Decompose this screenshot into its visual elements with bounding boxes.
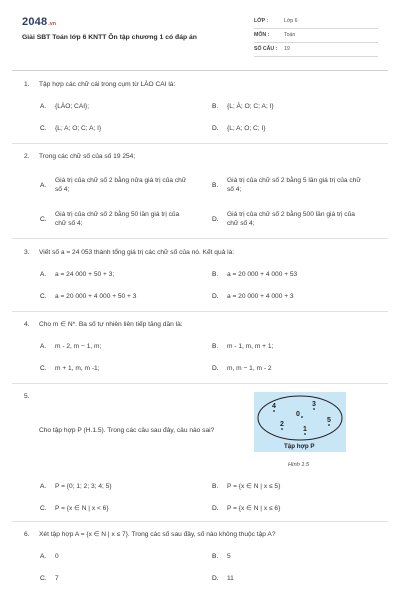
site-logo[interactable]: 2048.vn [22, 16, 57, 28]
info-value: Toán [284, 32, 296, 38]
set-p-diagram [254, 392, 346, 452]
element-dot [313, 408, 315, 410]
header-divider [12, 70, 388, 71]
info-class-row [254, 16, 378, 29]
element-dot [281, 428, 283, 430]
question-divider [12, 521, 388, 522]
question-text: 3. Viết số a = 24 053 thành tổng giá trị các chữ số của nó. Kết quả là: [24, 249, 235, 256]
element-dot [273, 410, 275, 412]
question-divider [12, 143, 388, 144]
info-value: Lớp 6 [284, 18, 298, 24]
document-title: Giải SBT Toán lớp 6 KNTT Ôn tập chương 1 có đáp án [22, 34, 197, 41]
question-text: 2. Trong các chữ số của số 19 254; [24, 153, 136, 160]
set-element: 4 [272, 403, 276, 410]
element-dot [304, 433, 306, 435]
info-key: MÔN : [254, 32, 270, 38]
set-element: 3 [312, 401, 316, 408]
question-divider [12, 311, 388, 312]
question-divider [12, 238, 388, 239]
info-subject-row [254, 30, 378, 43]
info-count-row [254, 44, 378, 57]
question-text: 4. Cho m ∈ N*. Ba số tự nhiên liên tiếp tăng dần là: [24, 321, 183, 328]
figure-caption: Hình 1.5 [288, 462, 310, 468]
question-text: Cho tập hợp P (H.1.5). Trong các câu sau đây, câu nào sai? [39, 427, 215, 434]
question-divider [12, 383, 388, 384]
set-element: 2 [280, 421, 284, 428]
element-dot [328, 424, 330, 426]
set-element: 1 [303, 426, 307, 433]
set-p-figure [254, 392, 346, 452]
info-key: SỐ CÂU : [254, 46, 278, 52]
info-value: 19 [284, 46, 290, 52]
question-number: 5. [24, 393, 30, 400]
info-key: LỚP : [254, 18, 269, 24]
element-dot [301, 416, 303, 418]
header [0, 0, 400, 66]
question-text: 1. Tập hợp các chữ cái trong cụm từ LÀO CAI là: [24, 81, 176, 88]
set-label: Tập hợp P [284, 443, 315, 450]
question-text: 6. Xét tập hợp A = {x ∈ N | x ≤ 7}. Trong các số sau đây, số nào không thuộc tập A? [24, 531, 276, 538]
set-element: 0 [296, 411, 300, 418]
set-element: 5 [327, 417, 331, 424]
